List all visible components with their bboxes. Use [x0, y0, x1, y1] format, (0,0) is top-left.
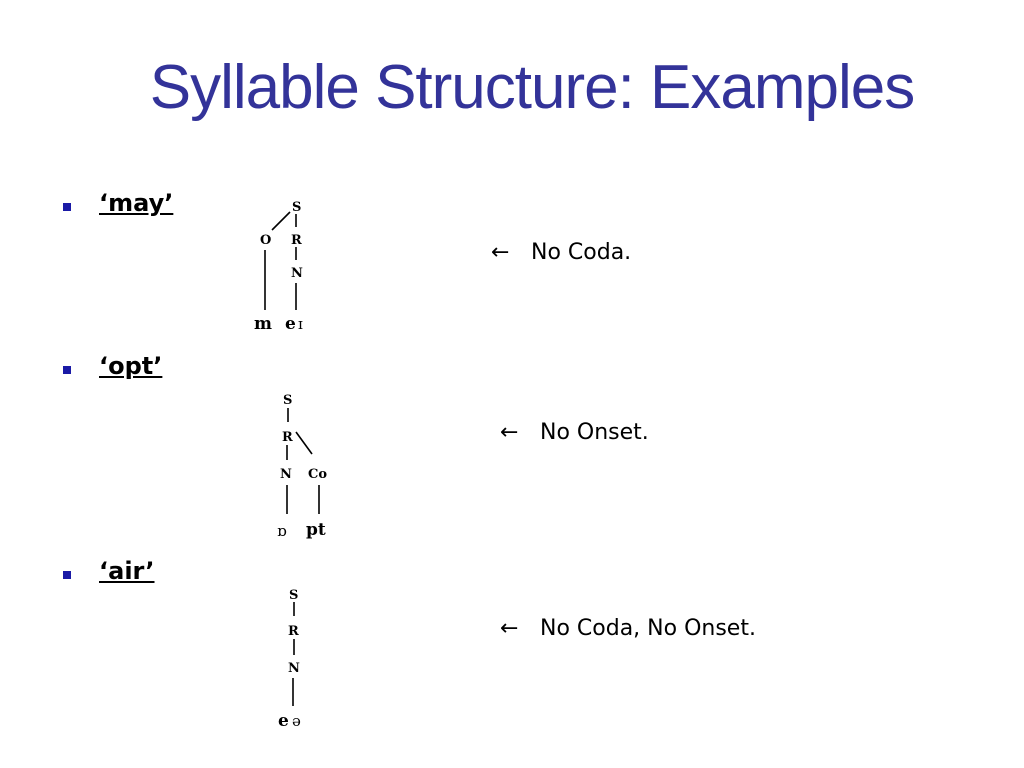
example-word-opt: ‘opt’ — [99, 352, 163, 380]
tree-node-nucleus: N — [280, 467, 292, 482]
syllable-tree-opt — [270, 388, 350, 542]
bullet-marker-1 — [63, 203, 71, 211]
syllable-tree-may — [248, 196, 328, 338]
tree-segment-nucleus: e — [278, 711, 289, 730]
tree-node-coda: Co — [308, 467, 328, 482]
syllable-tree-air — [270, 584, 330, 730]
bullet-marker-3 — [63, 571, 71, 579]
slide-title: Syllable Structure: Examples — [149, 53, 915, 122]
left-arrow-icon: ← — [500, 616, 519, 641]
note-text: No Onset. — [540, 420, 649, 445]
example-word-may: ‘may’ — [99, 189, 174, 217]
note-text: No Coda, No Onset. — [540, 616, 756, 641]
note-no-coda-no-onset — [500, 616, 756, 641]
tree-node-rhyme: R — [288, 624, 299, 639]
tree-node-onset: O — [260, 233, 272, 248]
tree-node-nucleus: N — [288, 661, 300, 676]
tree-segment-coda: pt — [306, 520, 326, 540]
note-no-onset — [500, 420, 649, 445]
tree-node-s: S — [283, 393, 293, 408]
left-arrow-icon: ← — [491, 240, 510, 265]
tree-segment-onset: m — [254, 314, 272, 334]
tree-segment-nucleus: ɒ — [277, 522, 287, 540]
tree-node-rhyme: R — [291, 233, 302, 248]
example-word-air: ‘air’ — [99, 557, 155, 585]
note-no-coda — [491, 240, 631, 265]
bullet-marker-2 — [63, 366, 71, 374]
tree-branch — [272, 212, 290, 230]
note-text: No Coda. — [531, 240, 632, 265]
tree-node-rhyme: R — [282, 430, 293, 445]
tree-segment-nucleus: e — [285, 314, 296, 334]
tree-node-s: S — [292, 200, 302, 215]
tree-branch — [296, 432, 312, 454]
tree-segment-nucleus-2: ɪ — [298, 315, 303, 333]
tree-segment-nucleus-2: ə — [292, 712, 301, 730]
tree-node-s: S — [289, 588, 299, 603]
left-arrow-icon: ← — [500, 420, 519, 445]
tree-node-nucleus: N — [291, 266, 303, 281]
